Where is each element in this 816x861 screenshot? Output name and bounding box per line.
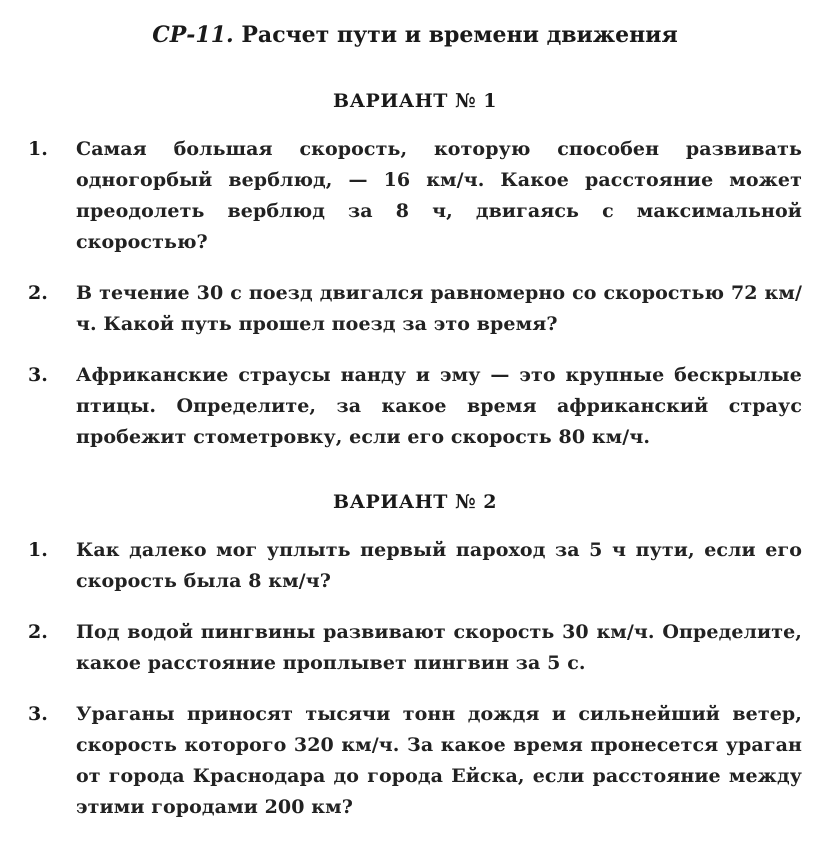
problem-text: Самая большая скорость, которую способен развивать одногорбый верблюд, — 16 км/ч. Какое расстояние может преодолеть верблюд за 8 ч, двигаясь с максимальной скоростью? xyxy=(76,138,802,253)
problem-number: 2. xyxy=(28,282,48,304)
problem-text: В течение 30 с поезд двигался равномерно со скоростью 72 км/ч. Какой путь прошел поезд за это время? xyxy=(76,282,802,335)
page-title xyxy=(28,20,802,50)
variant-heading: ВАРИАНТ № 1 xyxy=(333,90,497,112)
variant-heading: ВАРИАНТ № 2 xyxy=(333,491,497,513)
problem-item xyxy=(28,134,802,258)
worksheet-title: Расчет пути и времени движения xyxy=(241,22,678,48)
problem-number: 3. xyxy=(28,364,48,386)
problem-item xyxy=(28,535,802,597)
problem-text: Ураганы приносят тысячи тонн дождя и сильнейший ветер, скорость которого 320 км/ч. За какое время пронесется ураган от города Краснодара до города Ейска, если расстояние между этими городами 200 км? xyxy=(76,703,802,818)
problem-list xyxy=(28,134,802,453)
problem-number: 3. xyxy=(28,703,48,725)
problem-text: Африканские страусы нанду и эму — это крупные бескрылые птицы. Определите, за какое время африканский страус пробежит стометровку, если его скорость 80 км/ч. xyxy=(76,364,802,448)
variant-2-section xyxy=(28,489,802,823)
variant-1-section xyxy=(28,88,802,453)
problem-item xyxy=(28,360,802,453)
problem-item xyxy=(28,278,802,340)
problem-text: Как далеко мог уплыть первый пароход за 5 ч пути, если его скорость была 8 км/ч? xyxy=(76,539,802,592)
problem-item xyxy=(28,699,802,823)
problem-number: 1. xyxy=(28,539,48,561)
problem-item xyxy=(28,617,802,679)
problem-number: 2. xyxy=(28,621,48,643)
problem-text: Под водой пингвины развивают скорость 30 км/ч. Определите, какое расстояние проплывет пингвин за 5 с. xyxy=(76,621,802,674)
worksheet-code: СР-11. xyxy=(152,22,234,48)
problem-list xyxy=(28,535,802,823)
problem-number: 1. xyxy=(28,138,48,160)
